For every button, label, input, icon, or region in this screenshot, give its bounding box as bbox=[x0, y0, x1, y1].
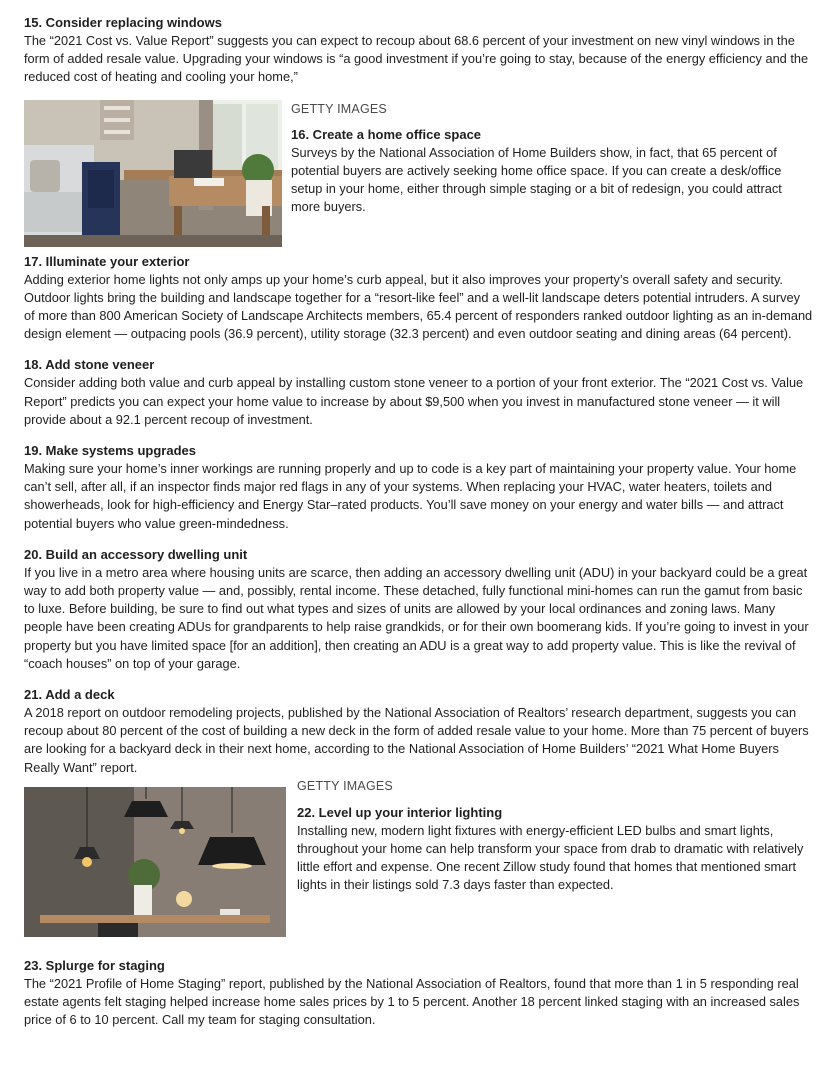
pendant-lights-illustration bbox=[24, 787, 286, 937]
section-16-heading: 16. Create a home office space bbox=[291, 126, 482, 142]
section-16-body: Surveys by the National Association of Home Builders show, in fact, that 65 percent of potential buyers are actively seeking home office space. If you can create a desk/office setup in your home, either through simple staging or a bit of redesign, you could attract more buyers. bbox=[291, 144, 782, 215]
section-23 bbox=[24, 957, 814, 1030]
photo-credit: GETTY IMAGES bbox=[291, 101, 387, 116]
section-17-body: Adding exterior home lights not only amps up your home’s curb appeal, but it also improves your property’s overall safety and security. Outdoor lights bring the building and landscape together for a “resort-like feel” and a well-lit landscape deters potential intruders. A survey of more than 800 American Society of Landscape Architects members, 65.4 percent of responders ranked outdoor lighting as an in-demand design element — outpacing pools (36.9 percent), utility storage (32.3 percent) and even outdoor seating and dining areas (64 percent). bbox=[24, 271, 813, 342]
section-22-heading: 22. Level up your interior lighting bbox=[297, 804, 503, 820]
section-22-text bbox=[286, 777, 814, 895]
section-15 bbox=[24, 14, 814, 87]
section-18 bbox=[24, 356, 814, 429]
section-17-heading: 17. Illuminate your exterior bbox=[24, 253, 190, 269]
section-21 bbox=[24, 686, 814, 777]
section-22 bbox=[24, 777, 814, 937]
section-21-heading: 21. Add a deck bbox=[24, 687, 115, 703]
section-20-heading: 20. Build an accessory dwelling unit bbox=[24, 546, 248, 562]
section-19 bbox=[24, 442, 814, 533]
section-23-heading: 23. Splurge for staging bbox=[24, 957, 165, 973]
section-21-body: A 2018 report on outdoor remodeling projects, published by the National Association of Realtors’ research department, suggests you can recoup about 80 percent of the cost of building a new deck in the form of added resale value to your home. More than 75 percent of buyers are looking for a backyard deck in their next home, according to the National Association of Home Builders’ “2021 What Home Buyers Really Want” report. bbox=[24, 705, 809, 775]
section-16 bbox=[24, 100, 814, 247]
home-office-photo bbox=[24, 100, 282, 247]
section-18-heading: 18. Add stone veneer bbox=[24, 357, 155, 373]
photo-credit: GETTY IMAGES bbox=[297, 778, 393, 793]
section-18-body: Consider adding both value and curb appeal by installing custom stone veneer to a portion of your front exterior. The “2021 Cost vs. Value Report” predicts you can expect your home value to increase by about $9,500 when you invest in manufactured stone veneer — it will provide about a 92.1 percent recoup of investment. bbox=[24, 375, 804, 427]
section-16-text bbox=[282, 100, 814, 217]
interior-lighting-photo bbox=[24, 787, 286, 937]
section-20-body: If you live in a metro area where housing units are scarce, then adding an accessory dwelling unit (ADU) in your backyard could be a great way to add both property value — and, possibly, rental income. These detached, fully functional mini-homes can run the gamut from basic to luxe. Before building, be sure to find out what types and sizes of units are allowed by your local ordinances and zoning laws. Many people have been creating ADUs for grandparents to help raise grandkids, or for their own boomerang kids. If you’re going to invest in your property but you have limited space [for an addition], then creating an ADU is a great way to add property value. This is like the revival of “coach houses” on top of your garage. bbox=[24, 564, 809, 671]
section-15-heading: 15. Consider replacing windows bbox=[24, 15, 222, 30]
section-20 bbox=[24, 546, 814, 673]
section-15-body: The “2021 Cost vs. Value Report” suggests you can expect to recoup about 68.6 percent of your investment on new vinyl windows in the form of added resale value. Upgrading your windows is “a good investment if you’re going to stay, because of the energy efficiency and the reduced cost of heating and cooling your home,” bbox=[24, 33, 809, 85]
article bbox=[24, 14, 814, 1042]
section-17 bbox=[24, 253, 814, 344]
section-19-body: Making sure your home’s inner workings are running properly and up to code is a key part of maintaining your property value. Your home can’t sell, after all, if an inspector finds major red flags in any of your systems. When replacing your HVAC, water heaters, toilets and showerheads, look for high-efficiency and Energy Star–rated products. You’ll save money on your energy and water bills — and attract potential buyers who value green-mindedness. bbox=[24, 461, 797, 531]
section-19-heading: 19. Make systems upgrades bbox=[24, 443, 196, 459]
home-office-illustration bbox=[24, 100, 282, 247]
section-23-body: The “2021 Profile of Home Staging” report, published by the National Association of Realtors, found that more than 1 in 5 responding real estate agents felt staging helped increase home sales prices by 1 to 5 percent. Another 18 percent linked staging with an increased sales price of 6 to 10 percent. Call my team for staging consultation. bbox=[24, 975, 800, 1028]
section-22-body: Installing new, modern light fixtures with energy-efficient LED bulbs and smart lights, throughout your home can help transform your space from drab to dramatic with relatively little effort and expense. One recent Zillow study found that homes that mentioned smart lights in their listings sold 7.3 days faster than expected. bbox=[297, 822, 804, 893]
